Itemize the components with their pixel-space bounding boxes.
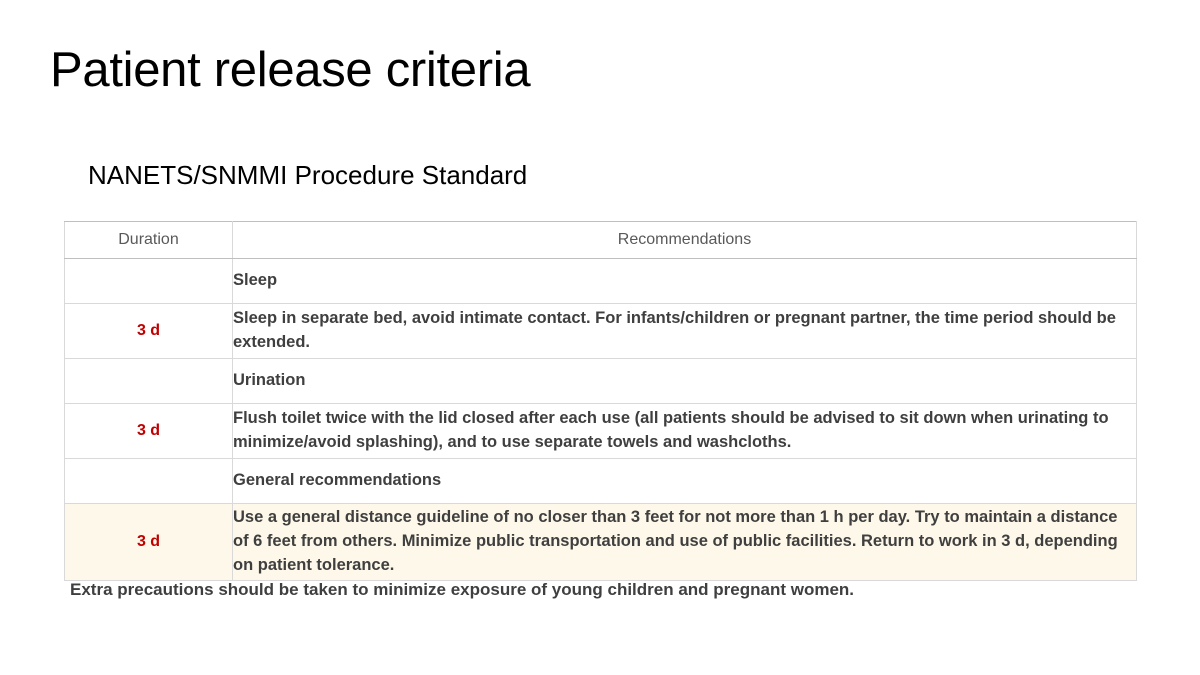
table-row (65, 404, 1137, 459)
table-row (65, 459, 1137, 504)
recommendations-table (64, 221, 1137, 581)
cell-duration (65, 259, 233, 304)
cell-duration (65, 459, 233, 504)
cell-duration: 3 d (65, 404, 233, 459)
table-row (65, 504, 1137, 581)
cell-recommendation: Sleep in separate bed, avoid intimate contact. For infants/children or pregnant partner, the time period should be extended. (233, 304, 1137, 359)
cell-recommendation: Urination (233, 359, 1137, 404)
cell-recommendation: General recommendations (233, 459, 1137, 504)
column-header-duration: Duration (65, 222, 233, 259)
cell-duration (65, 359, 233, 404)
cell-duration: 3 d (65, 304, 233, 359)
cell-recommendation: Sleep (233, 259, 1137, 304)
table-row (65, 304, 1137, 359)
table-row (65, 359, 1137, 404)
table-header-row (65, 222, 1137, 259)
table-body (65, 259, 1137, 581)
cell-recommendation: Use a general distance guideline of no closer than 3 feet for not more than 1 h per day. Try to maintain a distance of 6 feet from others. Minimize public transportation and use of public facilities. Return to work in 3 d, depending on patient tolerance. (233, 504, 1137, 581)
column-header-recommendations: Recommendations (233, 222, 1137, 259)
subtitle: NANETS/SNMMI Procedure Standard (88, 160, 528, 190)
page-title: Patient release criteria (50, 43, 531, 97)
footnote: Extra precautions should be taken to minimize exposure of young children and pregnant women. (70, 580, 855, 599)
table-row (65, 259, 1137, 304)
cell-duration: 3 d (65, 504, 233, 581)
recommendations-table-container (64, 221, 1136, 581)
table-header (65, 222, 1137, 259)
cell-recommendation: Flush toilet twice with the lid closed after each use (all patients should be advised to sit down when urinating to minimize/avoid splashing), and to use separate towels and washcloths. (233, 404, 1137, 459)
